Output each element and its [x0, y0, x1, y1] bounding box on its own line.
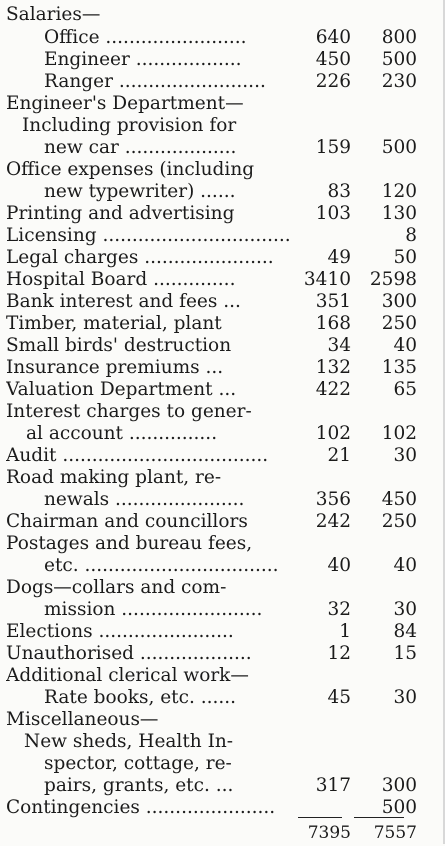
line-label: Licensing ................................	[6, 225, 291, 246]
line-label: Engineer ..................	[44, 49, 242, 70]
amount-second-column: 120	[381, 181, 417, 202]
amount-first-column: 640	[315, 27, 351, 48]
line-label: Engineer's Department—	[6, 93, 244, 114]
amount-first-column: 159	[315, 137, 351, 158]
line-label: pairs, grants, etc. ...	[44, 775, 234, 796]
line-label: Unauthorised ...................	[6, 643, 252, 664]
line-label: Ranger .........................	[44, 71, 266, 92]
line-label: Contingencies ......................	[6, 797, 276, 818]
line-label: Dogs—collars and com-	[6, 577, 227, 598]
amount-second-column: 230	[381, 71, 417, 92]
amount-second-column: 40	[393, 555, 417, 576]
amount-first-column: 317	[315, 775, 351, 796]
amount-first-column: 132	[315, 357, 351, 378]
totals-line	[6, 820, 431, 846]
amount-second-column: 2598	[369, 269, 417, 290]
line-label: Additional clerical work—	[6, 665, 249, 686]
amount-second-column: 250	[381, 511, 417, 532]
line-label: Salaries—	[6, 4, 101, 25]
amount-second-column: 30	[393, 687, 417, 708]
amount-first-column: 1	[339, 621, 351, 642]
line-label: Postages and bureau fees,	[6, 533, 253, 554]
amount-first-column: 34	[327, 335, 351, 356]
total-rule	[354, 817, 404, 818]
amount-first-column: 422	[315, 379, 351, 400]
line-label: Bank interest and fees ...	[6, 291, 241, 312]
total-rule	[298, 817, 342, 818]
amount-first-column: 3410	[303, 269, 351, 290]
amount-first-column: 356	[315, 489, 351, 510]
amount-second-column: 102	[381, 423, 417, 444]
line-label: Audit ...................................	[6, 445, 269, 466]
amount-second-column: 450	[381, 489, 417, 510]
amount-first-column: 351	[315, 291, 351, 312]
line-label: New sheds, Health In-	[24, 731, 234, 752]
line-label: etc. .................................	[44, 555, 279, 576]
amount-second-column: 500	[381, 797, 417, 818]
line-label: Printing and advertising	[6, 203, 235, 224]
line-label: Small birds' destruction	[6, 335, 232, 356]
line-label: new typewriter) ......	[44, 181, 236, 202]
amount-first-column: 242	[315, 511, 351, 532]
line-label: Chairman and councillors	[6, 511, 248, 532]
line-label: Legal charges ......................	[6, 247, 274, 268]
line-label: new car ...................	[44, 137, 237, 158]
line-label: newals ......................	[44, 489, 245, 510]
amount-second-column: 30	[393, 445, 417, 466]
line-label: Valuation Department ...	[6, 379, 237, 400]
amount-first-column: 40	[327, 555, 351, 576]
line-label: spector, cottage, re-	[44, 753, 232, 774]
amount-first-column: 450	[315, 49, 351, 70]
line-label: Elections .......................	[6, 621, 234, 642]
line-label: Rate books, etc. ......	[44, 687, 237, 708]
total-second-column: 7557	[373, 823, 417, 843]
amount-first-column: 226	[315, 71, 351, 92]
amount-second-column: 500	[381, 49, 417, 70]
amount-first-column: 21	[327, 445, 351, 466]
amount-first-column: 49	[327, 247, 351, 268]
amount-second-column: 84	[393, 621, 417, 642]
line-label: Road making plant, re-	[6, 467, 222, 488]
amount-second-column: 65	[393, 379, 417, 400]
amount-second-column: 40	[393, 335, 417, 356]
total-first-column: 7395	[307, 823, 351, 843]
amount-second-column: 500	[381, 137, 417, 158]
line-label: Timber, material, plant	[6, 313, 222, 334]
line-label: Insurance premiums ...	[6, 357, 224, 378]
amount-second-column: 250	[381, 313, 417, 334]
amount-first-column: 12	[327, 643, 351, 664]
line-label: Interest charges to gener-	[6, 401, 252, 422]
amount-second-column: 30	[393, 599, 417, 620]
amount-second-column: 8	[405, 225, 417, 246]
amount-first-column: 103	[315, 203, 351, 224]
amount-first-column: 45	[327, 687, 351, 708]
amount-second-column: 130	[381, 203, 417, 224]
amount-first-column: 102	[315, 423, 351, 444]
line-label: mission ........................	[44, 599, 263, 620]
line-label: Hospital Board ..............	[6, 269, 236, 290]
line-label: Including provision for	[22, 115, 237, 136]
amount-second-column: 15	[393, 643, 417, 664]
line-label: al account ...............	[26, 423, 218, 444]
amount-second-column: 135	[381, 357, 417, 378]
amount-second-column: 300	[381, 775, 417, 796]
amount-first-column: 32	[327, 599, 351, 620]
line-label: Office expenses (including	[6, 159, 255, 180]
amount-first-column: 83	[327, 181, 351, 202]
line-label: Miscellaneous—	[6, 709, 159, 730]
amount-second-column: 300	[381, 291, 417, 312]
amount-second-column: 800	[381, 27, 417, 48]
amount-second-column: 50	[393, 247, 417, 268]
amount-first-column: 168	[315, 313, 351, 334]
line-label: Office ........................	[44, 27, 247, 48]
